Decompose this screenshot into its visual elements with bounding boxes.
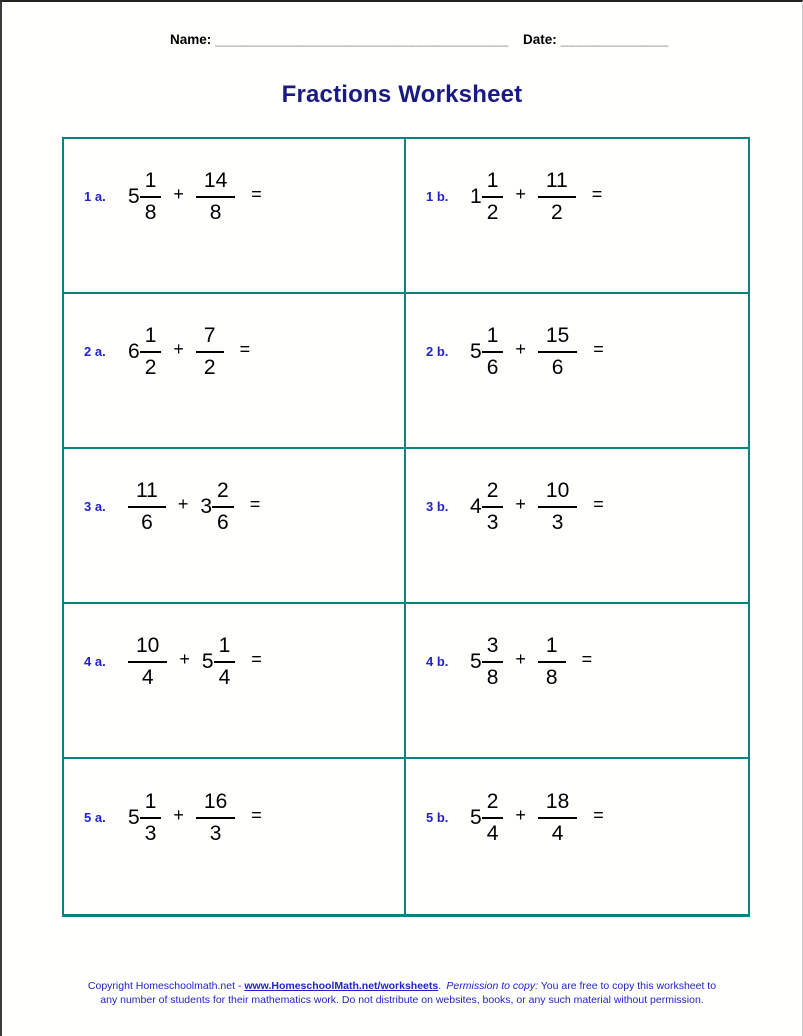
equals-sign: = — [593, 494, 604, 514]
fraction-term — [128, 479, 166, 533]
denominator: 6 — [217, 510, 229, 534]
denominator: 4 — [218, 665, 231, 689]
numerator: 16 — [196, 790, 235, 818]
page-title: Fractions Worksheet — [281, 81, 523, 108]
numerator: 2 — [212, 479, 234, 507]
fraction — [212, 479, 234, 533]
problem-cell — [406, 139, 748, 294]
numerator: 18 — [538, 790, 577, 818]
fraction-term — [128, 634, 167, 688]
plus-operator: + — [515, 649, 526, 669]
fraction — [214, 634, 236, 688]
numerator: 1 — [482, 169, 504, 197]
denominator: 3 — [486, 510, 499, 534]
numerator: 11 — [128, 479, 166, 507]
problem-expression — [470, 634, 592, 688]
numerator: 1 — [140, 790, 162, 818]
problem-expression — [128, 790, 262, 844]
fraction — [196, 324, 224, 378]
permission-to-copy-label: Permission to copy: — [446, 980, 539, 992]
whole-number: 5 — [128, 185, 140, 208]
denominator: 2 — [550, 200, 563, 224]
fraction-term — [196, 324, 224, 378]
fraction — [482, 169, 504, 223]
after-link-text: . — [438, 980, 447, 992]
date-group — [523, 32, 669, 47]
fraction — [538, 790, 577, 844]
problem-row — [84, 790, 262, 844]
problem-label: 2 b. — [426, 344, 449, 359]
fraction — [482, 479, 504, 533]
footer — [82, 979, 722, 1007]
mixed-number — [202, 634, 235, 688]
problem-row — [426, 790, 604, 844]
denominator: 3 — [144, 821, 157, 845]
plus-operator: + — [173, 805, 184, 825]
problem-row — [426, 479, 604, 533]
problem-row — [84, 169, 262, 223]
problem-label: 2 a. — [84, 344, 106, 359]
equals-sign: = — [591, 184, 603, 204]
problem-label: 5 b. — [426, 810, 449, 825]
fraction — [538, 169, 576, 223]
fraction — [482, 790, 504, 844]
problem-row — [426, 169, 602, 223]
denominator: 8 — [209, 200, 222, 224]
fraction — [128, 479, 166, 533]
denominator: 3 — [551, 510, 564, 534]
denominator: 6 — [486, 355, 499, 379]
mixed-number — [470, 634, 503, 688]
denominator: 2 — [203, 355, 216, 379]
denominator: 8 — [144, 200, 157, 224]
fraction — [538, 324, 577, 378]
equals-sign: = — [593, 805, 604, 825]
worksheet-table — [62, 137, 750, 917]
date-blank-line: ______________ — [560, 32, 670, 47]
fraction-term — [538, 790, 577, 844]
plus-operator: + — [515, 184, 526, 204]
numerator: 14 — [196, 169, 235, 197]
whole-number: 4 — [470, 495, 482, 518]
problem-expression — [470, 790, 604, 844]
problem-label: 3 a. — [84, 499, 106, 514]
plus-operator: + — [173, 339, 184, 359]
mixed-number — [470, 479, 503, 533]
problem-cell — [406, 294, 748, 449]
fraction — [538, 479, 577, 533]
whole-number: 5 — [470, 806, 482, 829]
problem-row — [84, 634, 262, 688]
problem-expression — [128, 169, 262, 223]
fraction — [482, 324, 504, 378]
plus-operator: + — [173, 184, 184, 204]
plus-operator: + — [179, 649, 190, 669]
denominator: 6 — [141, 510, 153, 534]
plus-operator: + — [177, 494, 189, 514]
problem-cell — [406, 604, 748, 759]
numerator: 1 — [538, 634, 566, 662]
copyright-text: Copyright Homeschoolmath.net - — [87, 980, 245, 992]
mixed-number — [128, 790, 161, 844]
whole-number: 5 — [201, 650, 214, 673]
worksheet-link[interactable]: www.HomeschoolMath.net/worksheets — [244, 980, 439, 992]
problem-label: 4 a. — [84, 654, 106, 669]
numerator: 10 — [128, 634, 167, 662]
problem-cell — [64, 449, 406, 604]
problem-row — [426, 634, 592, 688]
fraction — [196, 169, 235, 223]
header — [2, 2, 802, 47]
plus-operator: + — [515, 494, 526, 514]
problem-expression — [470, 324, 604, 378]
fraction-term — [538, 479, 577, 533]
mixed-number — [470, 790, 503, 844]
problem-expression — [470, 479, 604, 533]
problem-label: 1 b. — [426, 189, 449, 204]
problem-label: 5 a. — [84, 810, 106, 825]
numerator: 2 — [482, 790, 504, 818]
fraction — [140, 324, 162, 378]
problem-expression — [128, 479, 260, 533]
numerator: 1 — [214, 634, 236, 662]
problem-cell — [64, 604, 406, 759]
mixed-number — [200, 479, 233, 533]
name-label: Name: — [170, 32, 212, 47]
fraction — [196, 790, 235, 844]
problem-row — [84, 479, 260, 533]
denominator: 3 — [209, 821, 222, 845]
name-blank-line: ______________________________________ — [215, 32, 510, 47]
fraction — [140, 790, 162, 844]
denominator: 4 — [551, 821, 564, 845]
fraction — [482, 634, 504, 688]
numerator: 2 — [482, 479, 504, 507]
fraction-term — [538, 169, 576, 223]
fraction-term — [538, 634, 566, 688]
fraction-term — [196, 790, 235, 844]
problem-row — [426, 324, 604, 378]
problem-expression — [470, 169, 602, 223]
mixed-number — [128, 324, 161, 378]
problem-row — [84, 324, 250, 378]
fraction — [140, 169, 162, 223]
plus-operator: + — [515, 339, 526, 359]
whole-number: 5 — [470, 650, 482, 673]
denominator: 4 — [141, 665, 154, 689]
denominator: 6 — [551, 355, 564, 379]
denominator: 2 — [144, 355, 157, 379]
whole-number: 1 — [470, 185, 482, 208]
problem-expression — [128, 324, 250, 378]
numerator: 10 — [538, 479, 577, 507]
whole-number: 5 — [128, 806, 140, 829]
problem-cell — [64, 139, 406, 294]
denominator: 8 — [545, 665, 558, 689]
equals-sign: = — [581, 649, 593, 669]
mixed-number — [470, 169, 503, 223]
numerator: 3 — [482, 634, 504, 662]
mixed-number — [128, 169, 161, 223]
denominator: 2 — [486, 200, 499, 224]
problem-cell — [406, 759, 748, 914]
problem-label: 4 b. — [426, 654, 449, 669]
numerator: 7 — [196, 324, 224, 352]
permission-text: You are free to copy this worksheet to any number of students for their mathematics work. Do not distribute on websites, books, or any such material without permission. — [100, 980, 717, 1006]
equals-sign: = — [239, 339, 251, 359]
equals-sign: = — [593, 339, 604, 359]
equals-sign: = — [251, 649, 262, 669]
fraction-term — [196, 169, 235, 223]
whole-number: 3 — [200, 495, 213, 518]
numerator: 1 — [140, 169, 162, 197]
plus-operator: + — [515, 805, 526, 825]
denominator: 4 — [486, 821, 499, 845]
numerator: 1 — [140, 324, 162, 352]
fraction — [128, 634, 167, 688]
denominator: 8 — [486, 665, 499, 689]
problem-label: 3 b. — [426, 499, 449, 514]
date-label: Date: — [523, 32, 557, 47]
whole-number: 6 — [128, 340, 140, 363]
problem-cell — [64, 759, 406, 914]
problem-cell — [64, 294, 406, 449]
problem-expression — [128, 634, 262, 688]
problem-label: 1 a. — [84, 189, 106, 204]
equals-sign: = — [249, 494, 261, 514]
problem-cell — [406, 449, 748, 604]
whole-number: 5 — [470, 340, 482, 363]
equals-sign: = — [251, 184, 262, 204]
numerator: 15 — [538, 324, 577, 352]
equals-sign: = — [251, 805, 262, 825]
mixed-number — [470, 324, 503, 378]
numerator: 11 — [538, 169, 576, 197]
fraction — [538, 634, 566, 688]
fraction-term — [538, 324, 577, 378]
numerator: 1 — [482, 324, 504, 352]
